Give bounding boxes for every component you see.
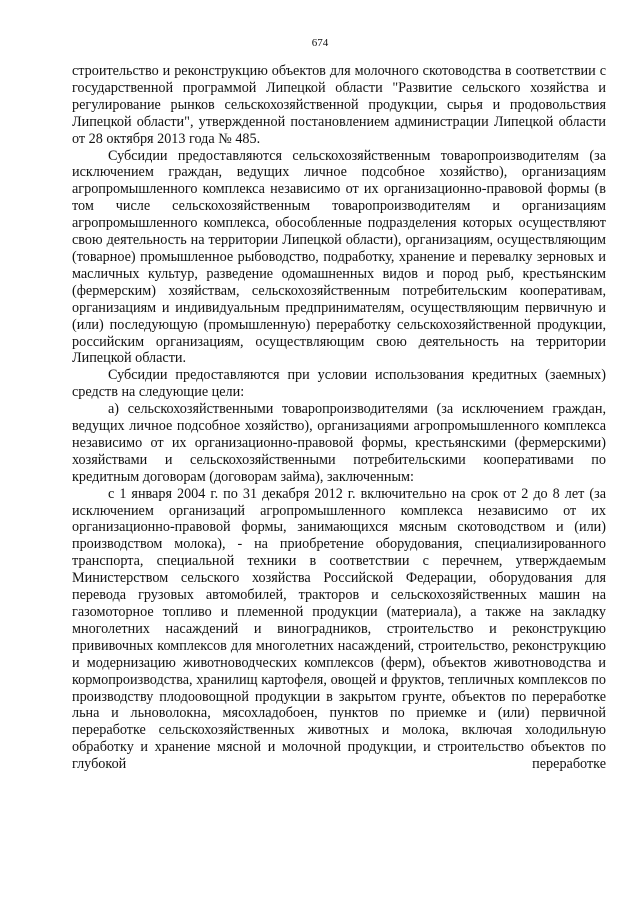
paragraph-item-a: а) сельскохозяйственными товаропроизводителями (за исключением граждан, ведущих личное подсобное хозяйство), организациями агропромышленного комплекса независимо от их организационно-правовой формы, крестьянскими (фермерскими) хозяйствами и сельскохозяйственными потребительскими кооперативами по кредитным договорам (договорам займа), заключенным: (72, 401, 606, 485)
paragraph-subsidy-conditions: Субсидии предоставляются при условии использования кредитных (заемных) средств на следующие цели: (72, 367, 606, 401)
paragraph-loan-period: с 1 января 2004 г. по 31 декабря 2012 г. включительно на срок от 2 до 8 лет (за исключением организаций агропромышленного комплекса независимо от их организационно-правовой формы, занимающихся мясным скотоводством и (или) производством молока), - на приобретение оборудования, специализированного транспорта, специальной техники в соответствии с перечнем, утверждаемым Министерством сельского хозяйства Российской Федерации, оборудования для перевода грузовых автомобилей, тракторов и сельскохозяйственных машин на газомоторное топливо и племенной продукции (материала), а также на закладку многолетних насаждений и виноградников, строительство и реконструкцию прививочных комплексов для многолетних насаждений, строительство, реконструкцию и модернизацию животноводческих комплексов (ферм), объектов животноводства и кормопроизводства, хранилищ картофеля, овощей и фруктов, тепличных комплексов по производству плодоовощной продукции в закрытом грунте, объектов по переработке льна и льноволокна, мясохладобоен, пунктов по приемке и (или) первичной переработке сельскохозяйственных животных и молока, включая холодильную обработку и хранение мясной и молочной продукции, и строительство объектов по глубокой переработке (72, 485, 606, 773)
document-body (72, 63, 606, 773)
paragraph-subsidy-recipients: Субсидии предоставляются сельскохозяйственным товаропроизводителям (за исключением граждан, ведущих личное подсобное хозяйство), организациям агропромышленного комплекса независимо от их организационно-правовой формы (в том числе сельскохозяйственным товаропроизводителям и организациям агропромышленного комплекса, обособленные подразделения которых осуществляют свою деятельность на территории Липецкой области), организациям, осуществляющим (товарное) промышленное рыбоводство, подработку, хранение и перевалку зерновых и масличных культур, разведение одомашненных видов и пород рыб, крестьянским (фермерским) хозяйствам, сельскохозяйственным потребительским кооперативам, организациям и индивидуальным предпринимателям, осуществляющим первичную и (или) последующую (промышленную) переработку сельскохозяйственной продукции, российским организациям, осуществляющим свою деятельность на территории Липецкой области. (72, 147, 606, 367)
paragraph-continuation: строительство и реконструкцию объектов для молочного скотоводства в соответствии с государственной программой Липецкой области "Развитие сельского хозяйства и регулирование рынков сельскохозяйственной продукции, сырья и продовольствия Липецкой области", утвержденной постановлением администрации Липецкой области от 28 октября 2013 года № 485. (72, 63, 606, 147)
page-number: 674 (311, 37, 329, 49)
